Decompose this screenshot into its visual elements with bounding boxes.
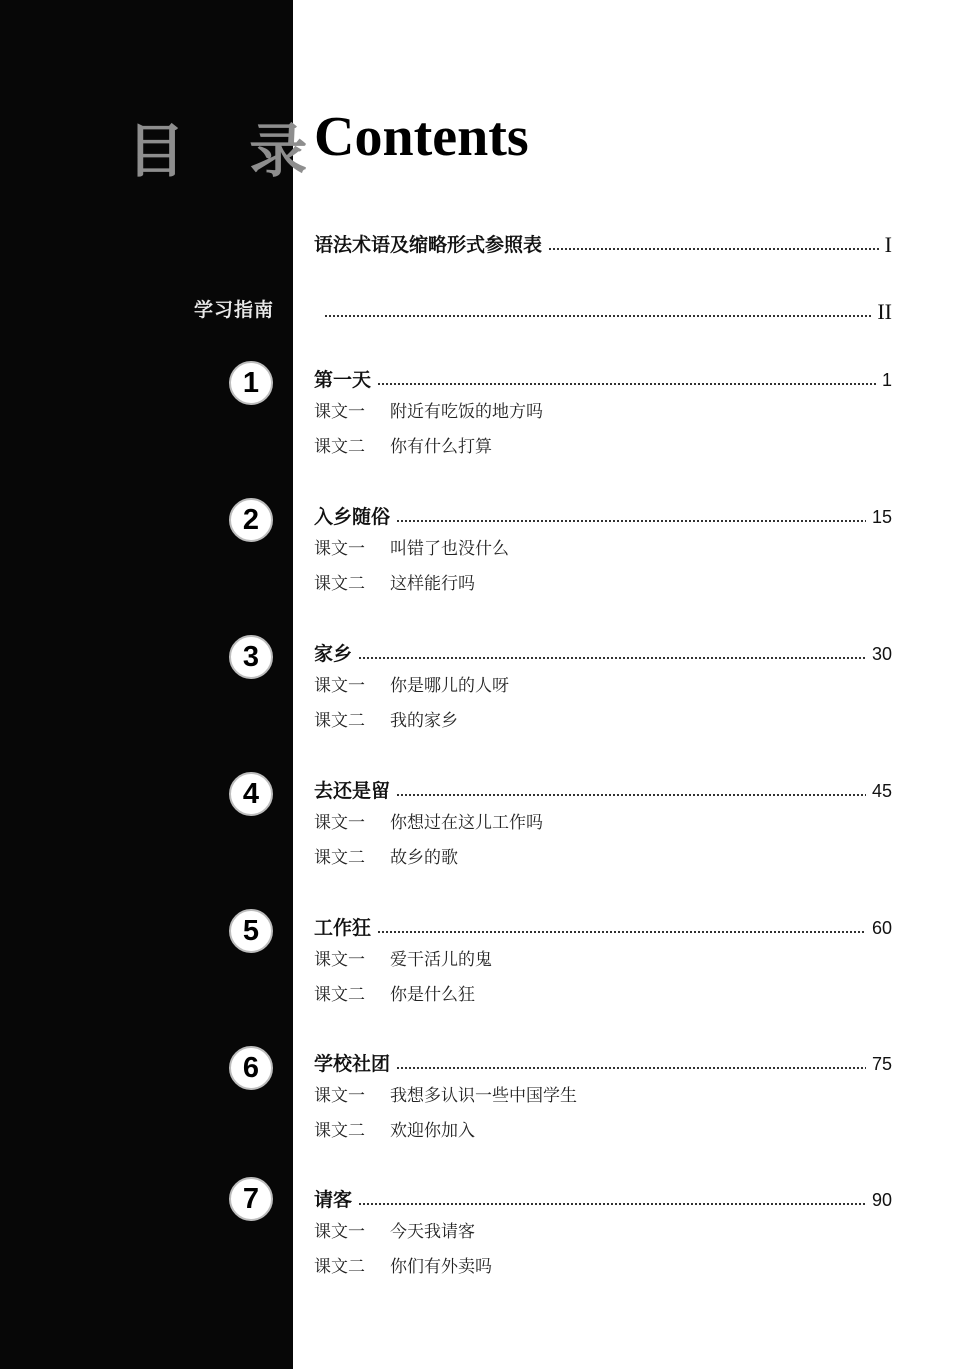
unit-number-badge: 6	[229, 1046, 273, 1090]
lesson-entry[interactable]	[314, 843, 458, 868]
unit-page: 1	[881, 370, 892, 390]
leader-dots	[377, 929, 866, 935]
lesson-tag: 课文二	[314, 437, 365, 457]
unit-title: 学校社团	[314, 1053, 391, 1075]
leader-dots	[324, 313, 871, 319]
lesson-entry[interactable]	[314, 1081, 577, 1106]
lesson-title: 今天我请客	[390, 1222, 475, 1242]
lesson-tag: 课文一	[314, 1086, 365, 1106]
lesson-title: 我想多认识一些中国学生	[390, 1086, 577, 1106]
lesson-tag: 课文二	[314, 848, 365, 868]
lesson-title: 爱干活儿的鬼	[390, 950, 492, 970]
unit-page: 90	[871, 1190, 892, 1210]
lesson-title: 叫错了也没什么	[390, 539, 509, 559]
lesson-entry[interactable]	[314, 706, 458, 731]
lesson-entry[interactable]	[314, 945, 492, 970]
toc-entry-label: 语法术语及缩略形式参照表	[314, 234, 543, 256]
leader-dots	[548, 246, 879, 252]
unit-title: 去还是留	[314, 780, 391, 802]
unit-page: 60	[871, 918, 892, 938]
unit-page: 45	[871, 781, 892, 801]
lesson-entry[interactable]	[314, 808, 543, 833]
toc-entry-unit[interactable]	[314, 1182, 892, 1212]
lesson-title: 你有什么打算	[390, 437, 492, 457]
lesson-title: 你想过在这儿工作吗	[390, 813, 543, 833]
leader-dots	[377, 381, 876, 387]
lesson-title: 你是什么狂	[390, 985, 475, 1005]
toc-entry-unit[interactable]	[314, 910, 892, 940]
lesson-title: 你是哪儿的人呀	[390, 676, 509, 696]
toc-entry-unit[interactable]	[314, 773, 892, 803]
lesson-tag: 课文一	[314, 813, 365, 833]
toc-entry-unit[interactable]	[314, 636, 892, 666]
lesson-title: 欢迎你加入	[390, 1121, 475, 1141]
unit-number-badge: 2	[229, 498, 273, 542]
leader-dots	[396, 1065, 866, 1071]
leader-dots	[358, 655, 866, 661]
unit-page: 15	[871, 507, 892, 527]
toc-entry-unit[interactable]	[314, 499, 892, 529]
title-english: Contents	[314, 106, 529, 168]
unit-title: 入乡随俗	[314, 506, 391, 528]
lesson-tag: 课文一	[314, 1222, 365, 1242]
lesson-tag: 课文一	[314, 402, 365, 422]
toc-entry-page: II	[877, 299, 892, 324]
unit-number-badge: 5	[229, 909, 273, 953]
lesson-tag: 课文一	[314, 676, 365, 696]
lesson-title: 附近有吃饭的地方吗	[390, 402, 543, 422]
lesson-title: 故乡的歌	[390, 848, 458, 868]
unit-number-badge: 7	[229, 1177, 273, 1221]
unit-page: 30	[871, 644, 892, 664]
leader-dots	[396, 792, 866, 798]
lesson-entry[interactable]	[314, 1252, 492, 1277]
unit-title: 第一天	[314, 369, 372, 391]
leader-dots	[396, 518, 866, 524]
lesson-tag: 课文二	[314, 574, 365, 594]
lesson-entry[interactable]	[314, 432, 492, 457]
toc-entry-unit[interactable]	[314, 362, 892, 392]
unit-page: 75	[871, 1054, 892, 1074]
lesson-title: 这样能行吗	[390, 574, 475, 594]
study-guide-label: 学习指南	[194, 299, 275, 321]
unit-title: 工作狂	[314, 917, 372, 939]
leader-dots	[358, 1201, 866, 1207]
lesson-tag: 课文二	[314, 985, 365, 1005]
lesson-entry[interactable]	[314, 671, 509, 696]
toc-entry-page: I	[884, 232, 892, 257]
lesson-entry[interactable]	[314, 397, 543, 422]
dark-sidebar	[0, 0, 293, 1369]
toc-entry-study-guide[interactable]	[324, 294, 892, 324]
unit-number-badge: 4	[229, 772, 273, 816]
toc-entry-glossary[interactable]	[314, 227, 892, 257]
toc-entry-unit[interactable]	[314, 1046, 892, 1076]
lesson-tag: 课文二	[314, 1121, 365, 1141]
lesson-tag: 课文二	[314, 1257, 365, 1277]
title-chinese: 目 录	[127, 117, 330, 185]
lesson-tag: 课文一	[314, 950, 365, 970]
lesson-entry[interactable]	[314, 980, 475, 1005]
lesson-tag: 课文二	[314, 711, 365, 731]
unit-number-badge: 1	[229, 361, 273, 405]
lesson-entry[interactable]	[314, 1116, 475, 1141]
unit-title: 家乡	[314, 643, 353, 665]
lesson-entry[interactable]	[314, 1217, 475, 1242]
lesson-tag: 课文一	[314, 539, 365, 559]
lesson-title: 你们有外卖吗	[390, 1257, 492, 1277]
unit-title: 请客	[314, 1189, 353, 1211]
lesson-entry[interactable]	[314, 534, 509, 559]
unit-number-badge: 3	[229, 635, 273, 679]
lesson-title: 我的家乡	[390, 711, 458, 731]
lesson-entry[interactable]	[314, 569, 475, 594]
